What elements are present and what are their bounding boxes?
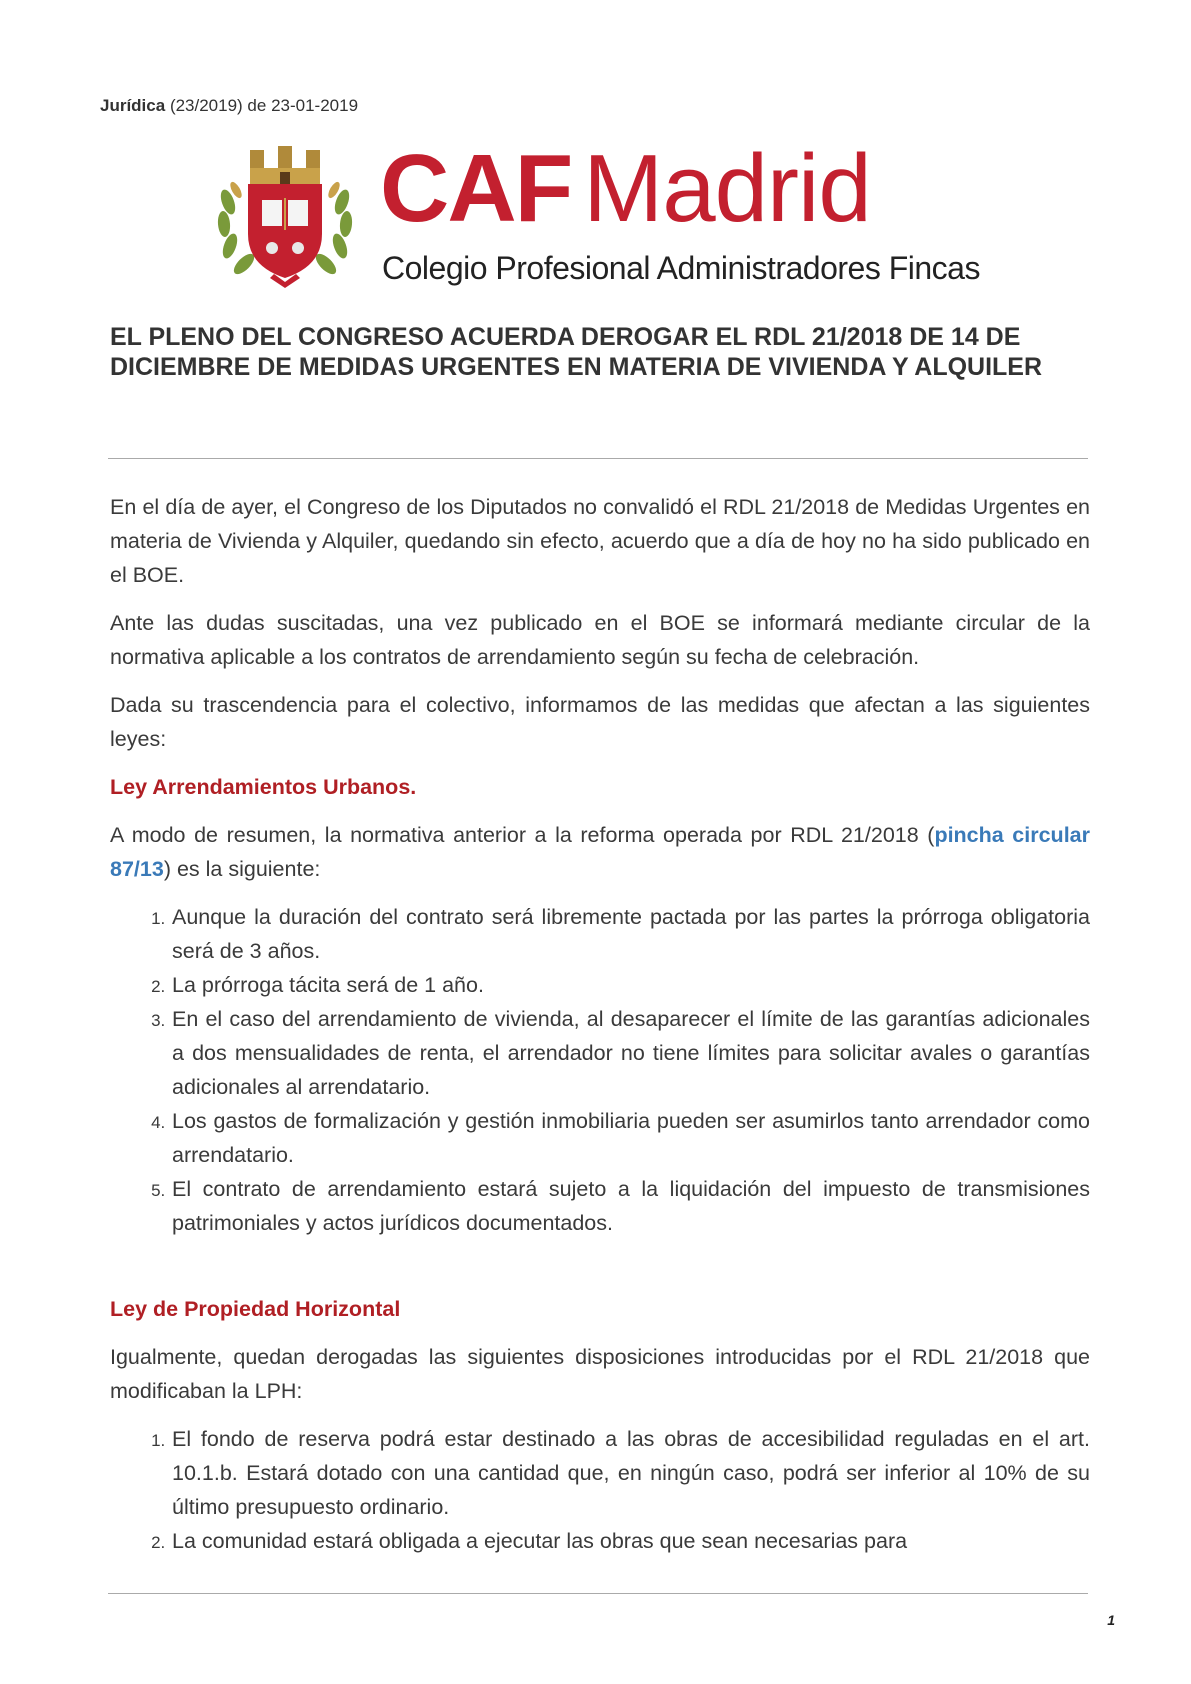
section-spacer xyxy=(110,1254,1090,1292)
list-item: 1. Aunque la duración del contrato será libremente pactada por las partes la prórroga obligatoria será de 3 años. xyxy=(170,900,1090,968)
heading-lph: Ley de Propiedad Horizontal xyxy=(110,1297,401,1321)
caf-madrid-logo xyxy=(210,135,990,292)
footer-divider xyxy=(108,1593,1088,1594)
lph-list xyxy=(110,1422,1090,1558)
list-item: 3. En el caso del arrendamiento de vivienda, al desaparecer el límite de las garantías adicionales a dos mensualidades de renta, el arrendador no tiene límites para solicitar avales o garantías adicionales al arrendatario. xyxy=(170,1002,1090,1104)
page-number: 1 xyxy=(1107,1612,1115,1628)
lau-intro-after: ) es la siguiente: xyxy=(163,857,321,881)
paragraph-doubts: Ante las dudas suscitadas, una vez publicado en el BOE se informará mediante circular de la normativa aplicable a los contratos de arrendamiento según su fecha de celebración. xyxy=(110,611,1090,669)
paragraph-laws: Dada su trascendencia para el colectivo, informamos de las medidas que afectan a las siguientes leyes: xyxy=(110,693,1090,751)
brand-subtitle: Colegio Profesional Administradores Fincas xyxy=(382,250,980,286)
list-item: 5. El contrato de arrendamiento estará sujeto a la liquidación del impuesto de transmisiones patrimoniales y actos jurídicos documentados. xyxy=(170,1172,1090,1240)
document-header xyxy=(100,96,358,116)
paragraph-lau-intro xyxy=(110,818,1090,886)
brand-madrid: Madrid xyxy=(583,135,871,242)
lau-intro-before: A modo de resumen, la normativa anterior a la reforma operada por RDL 21/2018 ( xyxy=(110,823,935,847)
title-divider xyxy=(108,458,1088,459)
document-title: EL PLENO DEL CONGRESO ACUERDA DEROGAR EL RDL 21/2018 DE 14 DE DICIEMBRE DE MEDIDAS URGENTES EN MATERIA DE VIVIENDA Y ALQUILER xyxy=(110,323,1043,381)
circular-87-13-link[interactable]: pincha circular 87/13 xyxy=(110,823,1090,881)
brand-name xyxy=(380,134,871,244)
document-body xyxy=(110,490,1090,1572)
document-reference: (23/2019) de 23-01-2019 xyxy=(169,96,359,115)
brand-caf: CAF xyxy=(380,135,572,242)
paragraph-lph-intro: Igualmente, quedan derogadas las siguientes disposiciones introducidas por el RDL 21/2018 que modificaban la LPH: xyxy=(110,1345,1090,1403)
list-item: 2. La prórroga tácita será de 1 año. xyxy=(170,968,1090,1002)
list-item: 4. Los gastos de formalización y gestión inmobiliaria pueden ser asumirlos tanto arrendador como arrendatario. xyxy=(170,1104,1090,1172)
document-category: Jurídica xyxy=(100,96,166,115)
list-item: 2. La comunidad estará obligada a ejecutar las obras que sean necesarias para xyxy=(170,1524,1090,1558)
heading-lau: Ley Arrendamientos Urbanos. xyxy=(110,775,417,799)
coat-of-arms-icon xyxy=(210,142,360,292)
list-item: 1. El fondo de reserva podrá estar destinado a las obras de accesibilidad reguladas en el art. 10.1.b. Estará dotado con una cantidad que, en ningún caso, podrá ser inferior al 10% de su último presupuesto ordinario. xyxy=(170,1422,1090,1524)
lau-list xyxy=(110,900,1090,1240)
paragraph-intro: En el día de ayer, el Congreso de los Diputados no convalidó el RDL 21/2018 de Medidas Urgentes en materia de Vivienda y Alquiler, quedando sin efecto, acuerdo que a día de hoy no ha sido publicado en el BOE. xyxy=(110,495,1090,587)
